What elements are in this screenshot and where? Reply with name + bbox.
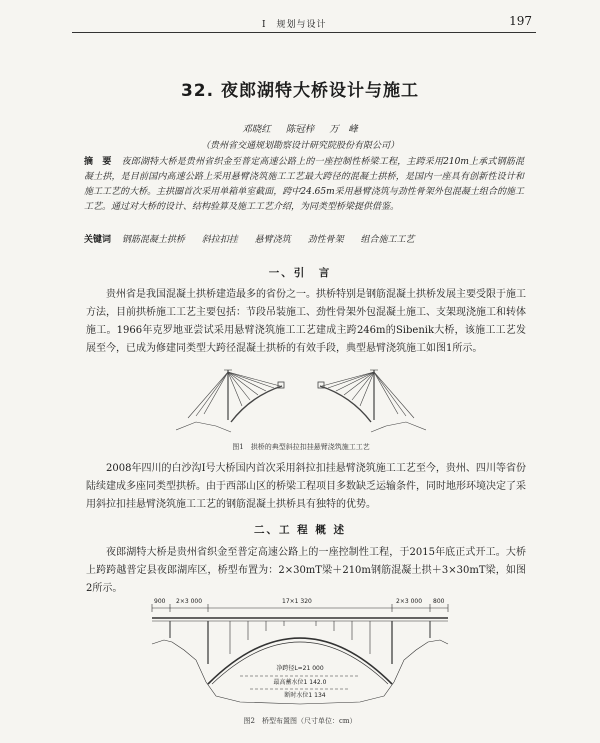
highest-water-label: 最高蓄水位1 142.0 bbox=[273, 679, 327, 686]
dim-label-800: 800 bbox=[433, 598, 445, 605]
author-list bbox=[0, 121, 600, 135]
running-header bbox=[72, 14, 536, 33]
author: 陈冠梓 bbox=[285, 124, 315, 135]
intro-paragraph-2: 2008年四川的白沙沟I号大桥国内首次采用斜拉扣挂悬臂浇筑施工工艺至今，贵州、四川等省份陆续建成多座同类型拱桥。由于西部山区的桥梁工程项目多数缺乏运输条件，同时地形环境决定了采用斜拉扣挂悬臂浇筑施工工艺的钢筋混凝土拱桥具有独特的优势。 bbox=[86, 463, 526, 510]
figure-2 bbox=[150, 594, 450, 729]
dim-label-left-spans: 2×3 000 bbox=[176, 598, 203, 605]
author: 万 峰 bbox=[329, 124, 358, 135]
section-heading-introduction: 一、引 言 bbox=[268, 267, 332, 279]
dim-label-900: 900 bbox=[154, 598, 166, 605]
keyword: 钢筋混凝土拱桥 bbox=[121, 235, 185, 245]
span-label: 净跨径L=21 000 bbox=[276, 665, 324, 672]
section-heading-overview: 二、工 程 概 述 bbox=[254, 524, 346, 536]
figure-2-caption: 图2 桥型布置图（尺寸单位：cm） bbox=[243, 717, 357, 725]
figure-1 bbox=[176, 360, 426, 452]
normal-water-label: 断时水位1 134 bbox=[284, 692, 326, 699]
abstract-text: 夜郎湖特大桥是贵州省织金至普定高速公路上的一座控制性桥梁工程，主跨采用210m上承式钢筋混凝土拱，是目前国内高速公路上采用悬臂浇筑施工工艺最大跨径的混凝土拱桥，是国内一座具有创新性设计和施工工艺的大桥。主拱圈首次采用单箱单室截面，跨中24.65m采用悬臂浇筑与劲性骨架外包混凝土组合的施工工艺。通过对大桥的设计、结构验算及施工工艺介绍，为同类型桥梁提供借鉴。 bbox=[84, 157, 524, 212]
keyword: 斜拉扣挂 bbox=[201, 235, 238, 245]
keywords-label: 关键词 bbox=[84, 235, 112, 245]
abstract bbox=[84, 155, 524, 215]
figure-1-caption: 图1 拱桥的典型斜拉扣挂悬臂浇筑施工工艺 bbox=[232, 443, 370, 451]
keywords bbox=[84, 232, 524, 245]
author: 邓晓红 bbox=[242, 124, 271, 135]
keyword: 悬臂浇筑 bbox=[254, 235, 291, 245]
paper-title: 32. 夜郎湖特大桥设计与施工 bbox=[180, 81, 420, 101]
running-section-title: I 规划与设计 bbox=[262, 20, 327, 30]
figure-2-drawing bbox=[150, 594, 450, 712]
keyword: 劲性骨架 bbox=[307, 235, 344, 245]
keyword: 组合施工工艺 bbox=[360, 235, 415, 245]
dim-label-main-span: 17×1 320 bbox=[282, 598, 312, 605]
intro-paragraph-1: 贵州省是我国混凝土拱桥建造最多的省份之一。拱桥特别是钢筋混凝土拱桥发展主要受限于施工方法，目前拱桥施工工艺主要包括：节段吊装施工、劲性骨架外包混凝土施工、支架现浇施工和转体施工。1966年克罗地亚尝试采用悬臂浇筑施工工艺建成主跨246m的Sibenik大桥，该施工工艺发展至今，已成为修建同类型大跨径混凝土拱桥的有效手段，典型悬臂浇筑施工如图1所示。 bbox=[86, 289, 526, 354]
dim-label-right-spans: 2×3 000 bbox=[396, 598, 423, 605]
page-number: 197 bbox=[509, 14, 532, 28]
affiliation: （贵州省交通规划勘察设计研究院股份有限公司） bbox=[200, 141, 399, 151]
abstract-label: 摘 要 bbox=[84, 157, 112, 167]
overview-paragraph-1: 夜郎湖特大桥是贵州省织金至普定高速公路上的一座控制性工程，于2015年底正式开工。大桥上跨跨越普定县夜郎湖库区，桥型布置为：2×30mT梁＋210m钢筋混凝土拱＋3×30mT梁，如图2所示。 bbox=[86, 547, 526, 594]
figure-1-drawing bbox=[176, 360, 426, 440]
